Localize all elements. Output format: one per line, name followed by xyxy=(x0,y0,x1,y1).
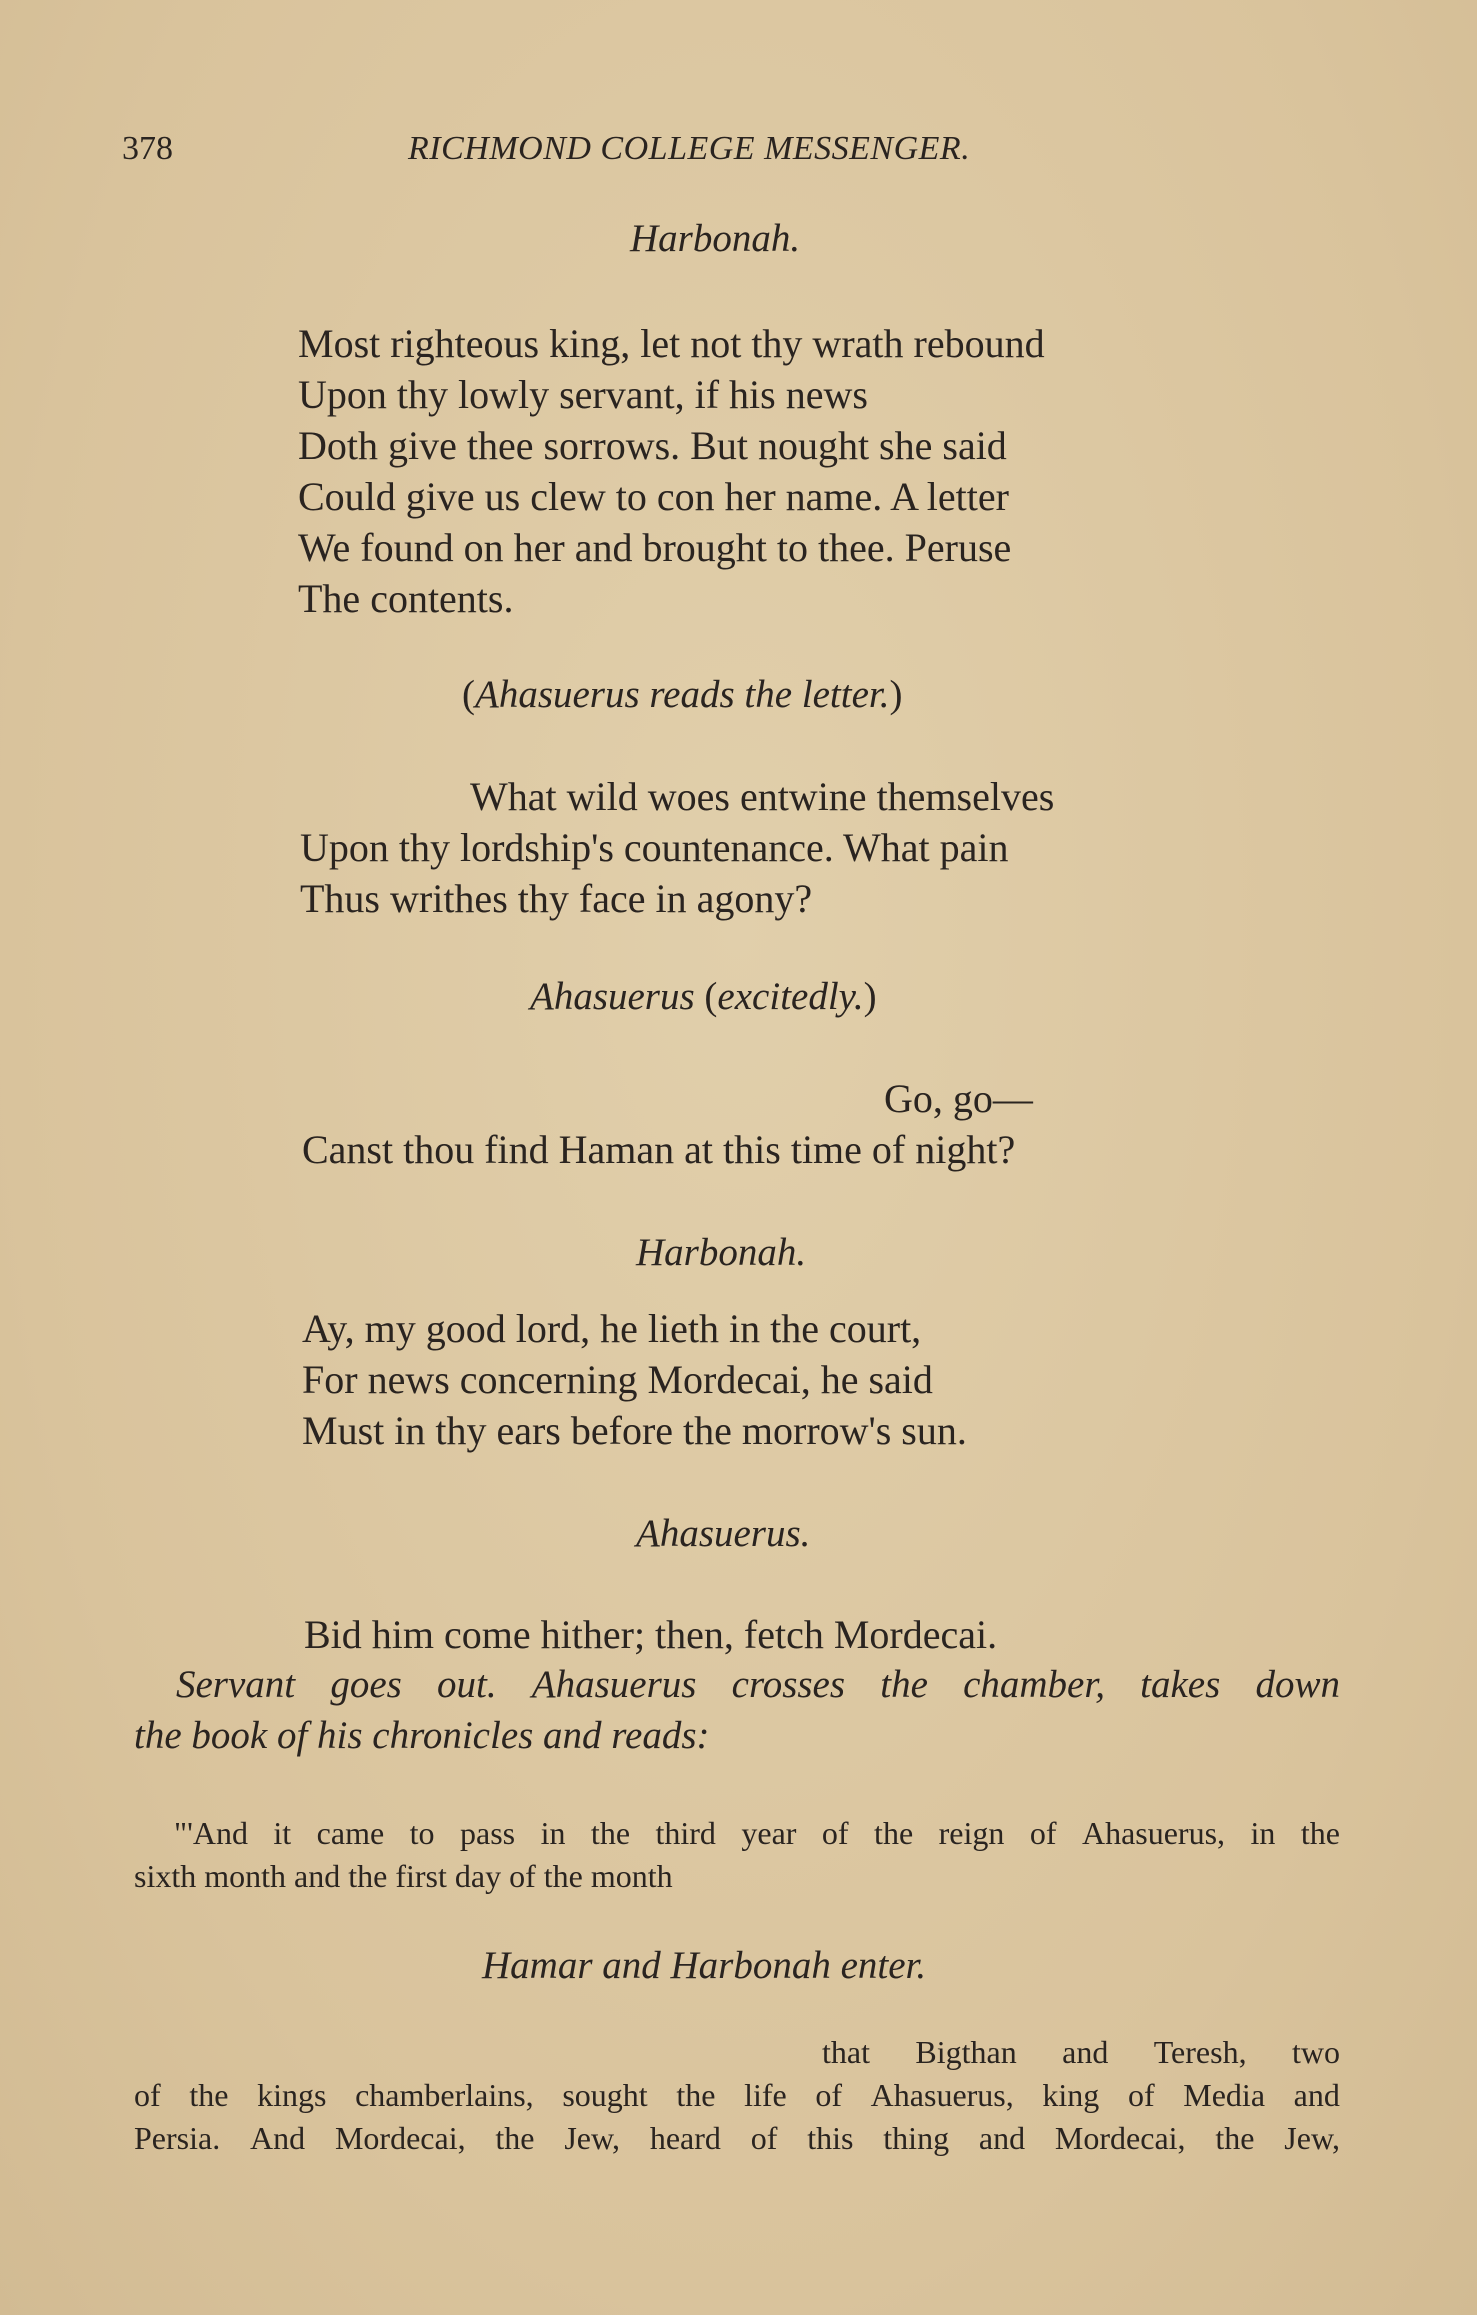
word: Jew, xyxy=(564,2120,621,2156)
chronicle-line xyxy=(134,2117,1340,2160)
word: of xyxy=(815,2077,843,2113)
verse-line: Thus writhes thy face in agony? xyxy=(300,876,813,921)
word: it xyxy=(273,1815,292,1851)
chronicle-line xyxy=(134,2074,1340,2117)
word: the xyxy=(590,1815,631,1851)
word: of xyxy=(750,2120,778,2156)
speaker-ahasuerus-excitedly xyxy=(530,974,877,1019)
word: out. xyxy=(437,1663,497,1706)
word: to xyxy=(409,1815,435,1851)
verse-block-4 xyxy=(302,1303,967,1456)
word: takes xyxy=(1140,1663,1221,1706)
word: year xyxy=(741,1815,797,1851)
word: And xyxy=(250,2120,306,2156)
stage-direction-chronicles xyxy=(134,1659,1340,1761)
word: crosses xyxy=(731,1663,846,1706)
chronicle-quote-1 xyxy=(134,1812,1340,1898)
verse-line: Upon thy lordship's countenance. What pain xyxy=(300,825,1009,870)
word: of xyxy=(134,2077,161,2113)
word: and xyxy=(978,2120,1026,2156)
chronicle-line xyxy=(134,1812,1340,1855)
word: Ahasuerus xyxy=(531,1663,697,1706)
word: came xyxy=(316,1815,385,1851)
word: the xyxy=(880,1663,928,1706)
speaker-name: Ahasuerus xyxy=(530,975,695,1018)
verse-line: Most righteous king, let not thy wrath rebound xyxy=(298,321,1045,366)
verse-block-2 xyxy=(300,822,1009,924)
speaker-harbonah-2: Harbonah. xyxy=(636,1231,807,1274)
paren-close: ) xyxy=(863,975,877,1018)
word: goes xyxy=(330,1663,402,1706)
word: of xyxy=(1029,1815,1057,1851)
running-title: RICHMOND COLLEGE MESSENGER. xyxy=(408,130,971,167)
verse-line: Could give us clew to con her name. A letter xyxy=(298,474,1009,519)
word: of xyxy=(821,1815,849,1851)
word: the xyxy=(874,1815,914,1851)
stage-direction-text: Ahasuerus reads the letter. xyxy=(475,673,890,716)
word: sought xyxy=(562,2077,648,2113)
page-number: 378 xyxy=(122,130,173,167)
verse-indented-line: What wild woes entwine themselves xyxy=(470,774,1055,819)
word: the xyxy=(1215,2120,1255,2156)
word: third xyxy=(655,1815,716,1851)
chronicle-line xyxy=(134,2031,1340,2074)
word: Persia. xyxy=(134,2120,221,2156)
word: the xyxy=(495,2120,535,2156)
verse-line: Ay, my good lord, he lieth in the court, xyxy=(302,1306,922,1351)
speaker-ahasuerus: Ahasuerus. xyxy=(636,1512,811,1555)
word: in xyxy=(540,1815,566,1851)
word: two xyxy=(1291,2034,1340,2070)
stage-direction-line-1 xyxy=(134,1659,1340,1710)
verse-line: Must in thy ears before the morrow's sun. xyxy=(302,1408,967,1453)
verse-indented-line: Go, go— xyxy=(884,1076,1033,1121)
word: Ahasuerus, xyxy=(1081,1815,1226,1851)
word: and xyxy=(1062,2034,1109,2070)
verse-block-1 xyxy=(298,318,1045,624)
word: this xyxy=(807,2120,854,2156)
word: kings xyxy=(257,2077,327,2113)
word: Ahasuerus, xyxy=(870,2077,1014,2113)
verse-line: We found on her and brought to thee. Peruse xyxy=(298,525,1012,570)
word: thing xyxy=(883,2120,950,2156)
word: life xyxy=(744,2077,787,2113)
word: Mordecai, xyxy=(1054,2120,1186,2156)
verse-line: Doth give thee sorrows. But nought she said xyxy=(298,423,1007,468)
chronicle-line: sixth month and the first day of the month xyxy=(134,1858,673,1894)
stage-direction-line-2: the book of his chronicles and reads: xyxy=(134,1714,710,1757)
word: that xyxy=(822,2034,870,2070)
word: Teresh, xyxy=(1153,2034,1247,2070)
word: down xyxy=(1255,1663,1340,1706)
word: reign xyxy=(938,1815,1005,1851)
word: heard xyxy=(649,2120,721,2156)
word: Media xyxy=(1183,2077,1266,2113)
word: chamber, xyxy=(963,1663,1105,1706)
word: the xyxy=(189,2077,229,2113)
verse-line: Upon thy lowly servant, if his news xyxy=(298,372,868,417)
word: chamberlains, xyxy=(355,2077,534,2113)
stage-direction-hamar-harbonah-enter: Hamar and Harbonah enter. xyxy=(482,1944,927,1987)
verse-line: Canst thou find Haman at this time of night? xyxy=(302,1127,1016,1172)
speaker-direction: excitedly. xyxy=(717,975,864,1018)
word: in xyxy=(1250,1815,1276,1851)
word: pass xyxy=(459,1815,516,1851)
verse-line: For news concerning Mordecai, he said xyxy=(302,1357,933,1402)
paren-open: ( xyxy=(462,673,475,716)
word: Jew, xyxy=(1284,2120,1340,2156)
paren-close: ) xyxy=(889,673,903,716)
verse-line: The contents. xyxy=(298,576,514,621)
word: and xyxy=(1293,2077,1340,2113)
word: the xyxy=(676,2077,716,2113)
word: Bigthan xyxy=(915,2034,1017,2070)
word: Mordecai, xyxy=(334,2120,466,2156)
word: "'And xyxy=(174,1815,248,1851)
word: Servant xyxy=(176,1663,296,1706)
paren-open: ( xyxy=(704,975,718,1018)
verse-line: Bid him come hither; then, fetch Mordecai. xyxy=(304,1612,998,1657)
word: the xyxy=(1300,1815,1340,1851)
chronicle-quote-2 xyxy=(134,2031,1340,2160)
word: of xyxy=(1127,2077,1155,2113)
word: king xyxy=(1042,2077,1100,2113)
speaker-harbonah-1: Harbonah. xyxy=(630,217,801,260)
stage-direction-reads-letter xyxy=(462,672,903,717)
